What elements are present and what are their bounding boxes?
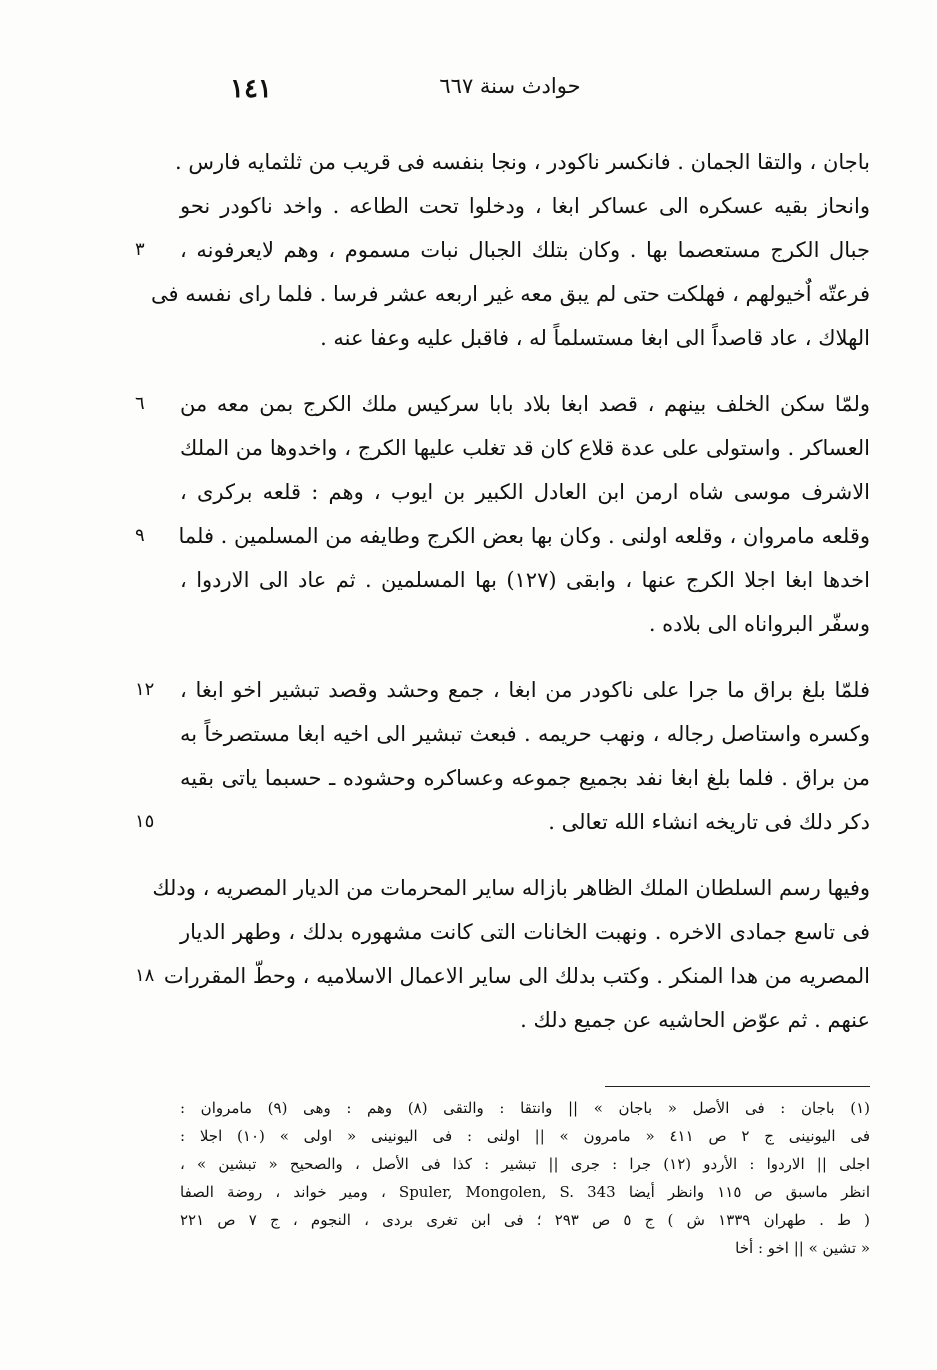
text-line: الاشرف موسى شاه ارمن ابن العادل الكبير بن ايوب ، وهم : قلعه بركرى ، — [180, 480, 870, 504]
text-line: فلمّا بلغ براق ما جرا على ناكودر من ابغا ، جمع وحشد وقصد تبشير اخو ابغا ، ١٢ — [180, 668, 870, 712]
paragraph — [135, 140, 870, 360]
paragraph — [135, 866, 870, 1042]
text-line: وفيها رسم السلطان الملك الظاهر بازاله ساير المحرمات من الديار المصريه ، ودلك — [152, 876, 870, 900]
footnote-line: فى اليونينى ج ٢ ص ٤١١ « مامرون » || اولنى : فى اليونينى « اولى » (١٠) اجلا : — [180, 1127, 870, 1145]
text-line: فرعتّه اٌخيولهم ، فهلكت حتى لم يبق معه غير اربعه عشر فرسا . فلما راى نفسه فى — [150, 282, 870, 306]
footnote-line: انظر ماسبق ص ١١٥ وانظر أيضا Spuler, Mongolen, S. 343 ، ومير خواند ، روضة الصفا — [180, 1183, 871, 1201]
page-number: ١٤١ — [230, 74, 272, 104]
line-number: ١٨ — [135, 965, 155, 986]
text-line: العساكر . واستولى على عدة قلاع كان قد تغلب عليها الكرج ، واخدوها من الملك — [180, 436, 870, 460]
running-title: حوادث سنة ٦٦٧ — [439, 74, 581, 98]
text-line: وكسره واستاصل رجاله ، ونهب حريمه . فبعث تبشير الى اخيه ابغا مستصرخاً به — [180, 722, 870, 746]
paragraph — [135, 668, 870, 844]
body-text — [135, 140, 870, 1064]
footnote-line: ( ط . طهران ١٣٣٩ ش ) ج ٥ ص ٢٩٣ ؛ فى ابن تغرى بردى ، النجوم ، ج ٧ ص ٢٢١ — [180, 1211, 870, 1229]
line-number: ٦ — [135, 393, 145, 414]
footnotes — [180, 1094, 870, 1262]
footnote-line: (١) باجان : فى الأصل « باجان » || وانتقا : والتقى (٨) وهم : وهى (٩) مامروان : — [180, 1099, 870, 1117]
footnote-line: « تشين » || اخو : أخا — [735, 1239, 870, 1257]
text-line: دكر دلك فى تاريخه انشاء الله تعالى . ١٥ — [180, 800, 870, 844]
line-number: ٣ — [135, 239, 145, 260]
footnote-rule — [605, 1086, 870, 1087]
text-line: وقلعه مامروان ، وقلعه اولنى . وكان بها بعض الكرج وطايفه من المسلمين . فلما ٩ — [180, 514, 870, 558]
footnote-line: اجلى || الاردوا : الأردو (١٢) جرا : جرى || تبشير : كذا فى الأصل ، والصحيح « تبشين » ، — [180, 1155, 870, 1173]
line-number: ٩ — [135, 525, 145, 546]
text-line: المصريه من هدا المنكر . وكتب بدلك الى ساير الاعمال الاسلاميه ، وحطّ المقررات ١٨ — [180, 954, 870, 998]
text-line: ولمّا سكن الخلف بينهم ، قصد ابغا بلاد بابا سركيس ملك الكرج بمن معه من ٦ — [180, 382, 870, 426]
text-line: وانحاز بقيه عسكره الى عساكر ابغا ، ودخلوا تحت الطاعه . واخد ناكودر نحو — [180, 194, 870, 218]
text-line: باجان ، والتقا الجمان . فانكسر ناكودر ، ونجا بنفسه فى قريب من ثلثمايه فارس . — [175, 150, 870, 174]
text-line: الهلاك ، عاد قاصداً الى ابغا مستسلماً له ، فاقبل عليه وعفا عنه . — [320, 326, 870, 350]
text-line: عنهم . ثم عوّض الحاشيه عن جميع دلك . — [520, 1008, 870, 1032]
text-line: فى تاسع جمادى الاخره . ونهبت الخانات التى كانت مشهوره بدلك ، وطهر الديار — [180, 920, 870, 944]
text-line: وسفّر البرواناه الى بلاده . — [648, 612, 870, 636]
text-line: جبال الكرج مستعصما بها . وكان بتلك الجبال نبات مسموم ، وهم لايعرفونه ، ٣ — [180, 228, 870, 272]
text-line: من براق . فلما بلغ ابغا نفد بجميع جموعه وعساكره وحشوده ـ حسبما ياتى بقيه — [180, 766, 870, 790]
line-number: ١٥ — [135, 811, 155, 832]
line-number: ١٢ — [135, 679, 155, 700]
text-line: اخدها ابغا اجلا الكرج عنها ، وابقى (١٢٧) بها المسلمين . ثم عاد الى الاردوا ، — [180, 568, 870, 592]
paragraph — [135, 382, 870, 646]
